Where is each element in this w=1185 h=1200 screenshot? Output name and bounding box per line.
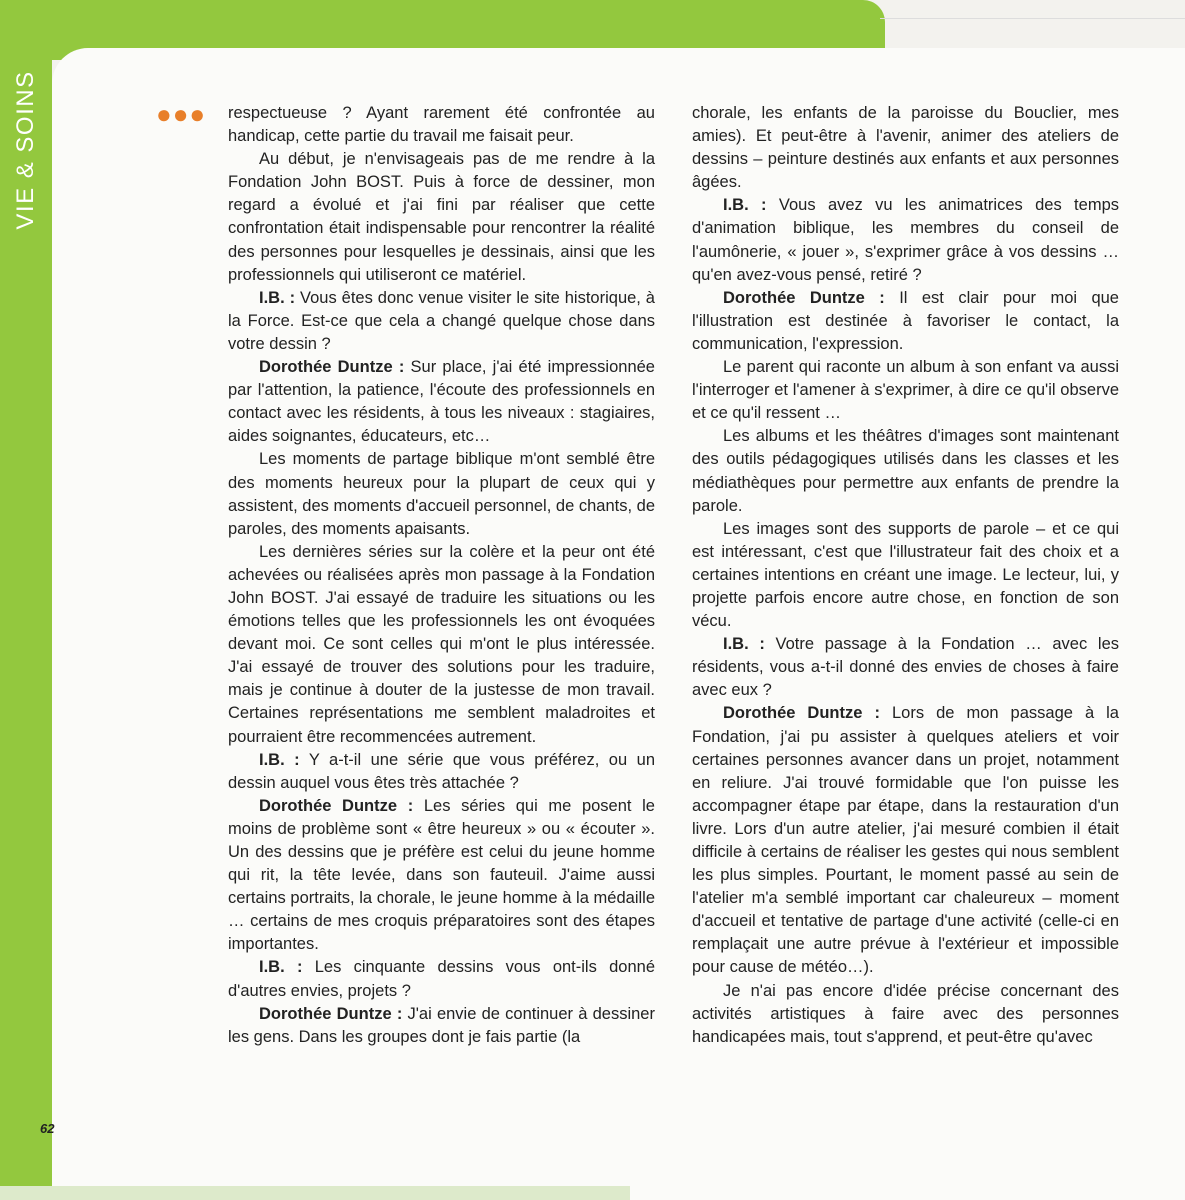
paragraph: Les moments de partage biblique m'ont semblé être des moments heureux pour la plupart de ceux qui y assistent, des moments d'accueil personnel, de chants, de paroles, des moments apaisants. — [228, 450, 655, 538]
paragraph: I.B. : Y a-t-il une série que vous préférez, ou un dessin auquel vous êtes très attachée ? — [228, 750, 655, 792]
paragraph: Dorothée Duntze : J'ai envie de continuer à dessiner les gens. Dans les groupes dont je fais partie (la — [228, 1004, 655, 1046]
section-title-text: VIE & SOINS — [12, 70, 39, 230]
speaker-label: Dorothée Duntze : — [259, 1004, 403, 1023]
page-number: 62 — [40, 1121, 55, 1136]
paragraph: Dorothée Duntze : Il est clair pour moi que l'illustration est destinée à favoriser le contact, la communication, l'expression. — [692, 288, 1119, 353]
speaker-label: Dorothée Duntze : — [723, 288, 885, 307]
speaker-label: I.B. : — [723, 635, 765, 654]
bullet-dots: ●●● — [156, 99, 207, 129]
top-right-rule — [880, 0, 1185, 19]
speaker-label: Dorothée Duntze : — [259, 796, 414, 815]
paragraph: chorale, les enfants de la paroisse du Bouclier, mes amies). Et peut-être à l'avenir, animer des ateliers de dessins – peinture destinés aux enfants et aux personnes âgées. — [692, 104, 1119, 192]
paragraph: Au début, je n'envisageais pas de me rendre à la Fondation John BOST. Puis à force de dessiner, mon regard a évolué et j'ai fini par réaliser que cette confrontation était indispensable pour rencontrer la réalité des personnes pour lesquelles je dessinais, ainsi que les professionnels qui utiliseront ce matériel. — [228, 150, 655, 284]
paragraph: I.B. : Vous avez vu les animatrices des temps d'animation biblique, les membres du conseil de l'aumônerie, « jouer », s'exprimer grâce à vos dessins … qu'en avez-vous pensé, retiré ? — [692, 196, 1119, 284]
paragraph: I.B. : Les cinquante dessins vous ont-ils donné d'autres envies, projets ? — [228, 958, 655, 1000]
paragraph: I.B. : Votre passage à la Fondation … avec les résidents, vous a-t-il donné des envies de choses à faire avec eux ? — [692, 635, 1120, 700]
speaker-label: I.B. : — [723, 196, 767, 215]
text-column-left — [228, 102, 655, 1049]
paragraph: Dorothée Duntze : Les séries qui me posent le moins de problème sont « être heureux » ou « écouter ». Un des dessins que je préfère est celui du jeune homme qui rit, la tête levée, dans son fauteuil. J'aime aussi certains portraits, la chorale, le jeune homme à la médaille … certains de mes croquis préparatoires sont des étapes importantes. — [228, 796, 655, 954]
paragraph: respectueuse ? Ayant rarement été confrontée au handicap, cette partie du travail me faisait peur. — [228, 104, 655, 146]
paragraph: Le parent qui raconte un album à son enfant va aussi l'interroger et l'amener à s'exprimer, à dire ce qu'il observe et ce qu'il ressent … — [692, 358, 1119, 423]
paragraph: Dorothée Duntze : Sur place, j'ai été impressionnée par l'attention, la patience, l'écoute des professionnels en contact avec les résidents, à tous les niveaux : stagiaires, aides soignantes, éducateurs, etc… — [228, 358, 655, 446]
speaker-label: I.B. : — [259, 750, 300, 769]
paragraph: Les dernières séries sur la colère et la peur ont été achevées ou réalisées après mon passage à la Fondation John BOST. J'ai essayé de traduire les situations ou les émotions telles que les professionnels les ont évoquées devant moi. Ce sont celles qui m'ont le plus intéressée. J'ai essayé de trouver des solutions pour les traduire, mais je continue à douter de la justesse de mon travail. Certaines représentations me semblent maladroites et pourraient être recommencées autrement. — [228, 542, 655, 746]
text-column-right — [692, 102, 1119, 1049]
speaker-label: Dorothée Duntze : — [723, 704, 880, 723]
paragraph: Dorothée Duntze : Lors de mon passage à la Fondation, j'ai pu assister à quelques ateliers et voir certaines personnes avancer dans un projet, notamment en reliure. J'ai trouvé formidable que l'on puisse les accompagner étape par étape, dans la restauration d'un livre. Lors d'un autre atelier, j'ai mesuré combien il était difficile à certains de réaliser les gestes qui nous semblent les plus simples. Pourtant, le moment passé au sein de l'atelier m'a semblé important car chaleureux – moment d'accueil et tentative de partage d'une activité (celle-ci en remplaçait une autre prévue à l'extérieur et impossible pour cause de météo…). — [692, 704, 1119, 977]
speaker-label: Dorothée Duntze : — [259, 358, 405, 377]
speaker-label: I.B. : — [259, 288, 296, 307]
paragraph: Les images sont des supports de parole – et ce qui est intéressant, c'est que l'illustrateur fait des choix et a certaines intentions en créant une image. Le lecteur, lui, y projette parfois encore autre chose, en fonction de son vécu. — [692, 519, 1119, 631]
speaker-label: I.B. : — [259, 958, 303, 977]
paragraph: Les albums et les théâtres d'images sont maintenant des outils pédagogiques utilisés dans les classes et les médiathèques pour permettre aux enfants de prendre la parole. — [692, 427, 1119, 515]
bottom-strip — [0, 1186, 630, 1200]
paragraph: Je n'ai pas encore d'idée précise concernant des activités artistiques à faire avec des personnes handicapées mais, tout s'apprend, et peut-être qu'avec — [692, 981, 1119, 1046]
paragraph: I.B. : Vous êtes donc venue visiter le site historique, à la Force. Est-ce que cela a changé quelque chose dans votre dessin ? — [228, 288, 655, 353]
